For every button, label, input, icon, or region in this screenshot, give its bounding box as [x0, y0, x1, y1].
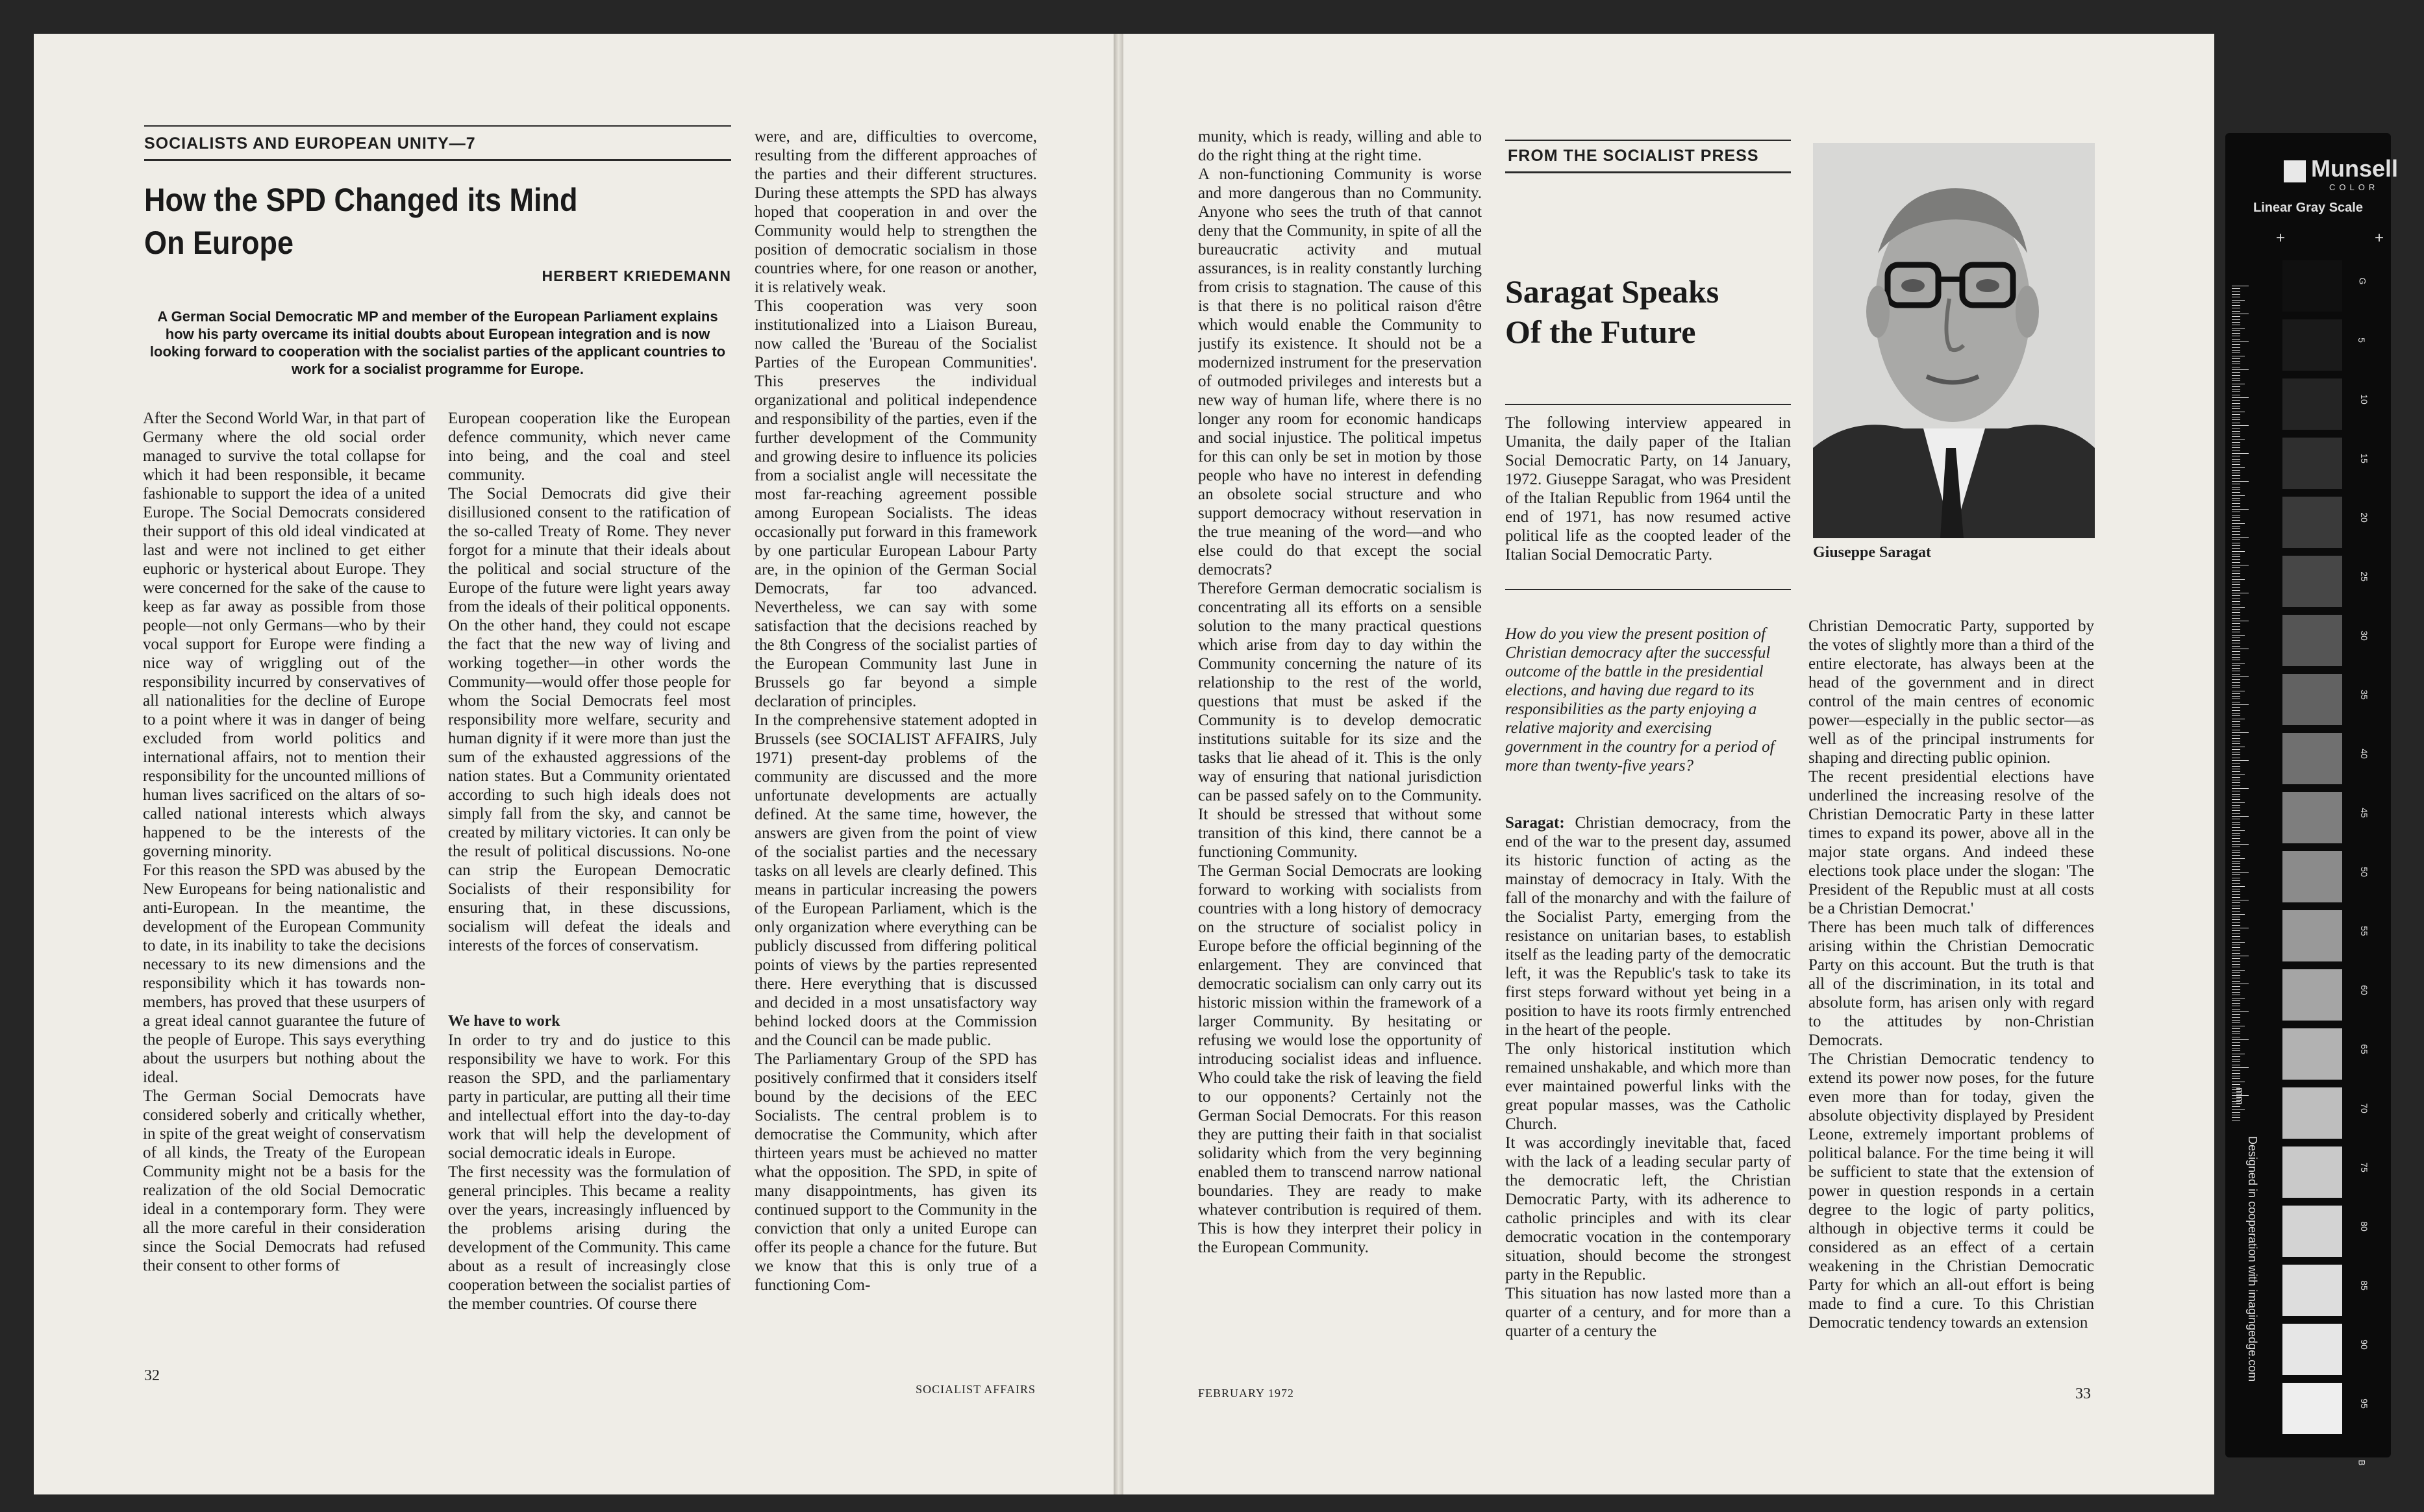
- ruler-tick: [2232, 459, 2240, 460]
- ruler-tick: [2232, 855, 2240, 856]
- ruler-tick: [2232, 799, 2240, 800]
- ruler-tick: [2232, 833, 2240, 834]
- gray-swatch: [2282, 851, 2342, 902]
- ruler-tick: [2232, 866, 2240, 867]
- ruler-tick: [2232, 400, 2240, 401]
- ruler-tick: [2232, 559, 2240, 560]
- ruler-tick: [2232, 841, 2240, 842]
- ruler-tick: [2232, 721, 2240, 722]
- ruler-tick: [2232, 436, 2240, 437]
- ruler-tick: [2232, 674, 2240, 675]
- ruler-tick: [2232, 567, 2240, 568]
- ruler-tick: [2232, 1009, 2240, 1010]
- ruler-tick: [2232, 375, 2240, 376]
- munsell-logo-icon: [2284, 160, 2306, 182]
- ruler-tick: [2232, 992, 2240, 993]
- ruler-tick: [2232, 872, 2249, 873]
- headline-line-1: How the SPD Changed its Mind: [144, 182, 578, 218]
- press-section-rule: [1505, 171, 1791, 173]
- ruler-tick: [2232, 651, 2240, 652]
- plus-mark-left: +: [2276, 229, 2286, 247]
- ruler-tick: [2232, 341, 2249, 342]
- ruler-tick: [2232, 805, 2240, 806]
- interview-answer: [1505, 813, 1791, 1352]
- ruler-tick: [2232, 339, 2240, 340]
- gray-swatch: [2282, 438, 2342, 489]
- ruler-tick: [2232, 738, 2240, 739]
- step-label: 40: [2358, 749, 2369, 759]
- ruler-tick: [2232, 1017, 2240, 1018]
- scale-title: Linear Gray Scale: [2253, 201, 2363, 215]
- photo-caption: Giuseppe Saragat: [1813, 544, 1932, 561]
- byline: HERBERT KRIEDEMANN: [542, 267, 731, 284]
- ruler-tick: [2232, 478, 2240, 479]
- ruler-tick: [2232, 925, 2240, 926]
- ruler-tick: [2232, 330, 2240, 331]
- ruler-tick: [2232, 350, 2240, 351]
- headline-line-2-right: Of the Future: [1505, 314, 1696, 350]
- ruler-tick: [2232, 573, 2240, 574]
- ruler-tick: [2232, 487, 2240, 488]
- section-label-right: FROM THE SOCIALIST PRESS: [1508, 147, 1759, 165]
- ruler-tick: [2232, 986, 2240, 987]
- ruler-tick: [2232, 1014, 2240, 1015]
- gray-swatch: [2282, 733, 2342, 784]
- page-number-left: 32: [144, 1367, 160, 1384]
- ruler-tick: [2232, 838, 2240, 839]
- step-label: B: [2356, 1459, 2368, 1466]
- ruler-tick: [2232, 629, 2240, 630]
- section-label: SOCIALISTS AND EUROPEAN UNITY—7: [144, 134, 476, 153]
- ruler-tick: [2232, 523, 2245, 524]
- headline-line-2: On Europe: [144, 225, 294, 261]
- ruler-tick: [2232, 886, 2245, 887]
- interview-intro: The following interview appeared in Umanita, the daily paper of the Italian Social Democratic Party, on 14 January, 1972. Giuseppe Saragat, who was President of the Italian Republic from 1964 until the end of 1971, has now resumed active political life as the coopted leader of the Italian Social Democratic Party.: [1505, 414, 1791, 564]
- gray-swatch: [2282, 1146, 2342, 1198]
- ruler-tick: [2232, 618, 2240, 619]
- ruler-tick: [2232, 715, 2240, 716]
- ruler-tick: [2232, 777, 2240, 778]
- ruler-tick: [2232, 612, 2240, 613]
- ruler-tick: [2232, 333, 2240, 334]
- ruler-tick: [2232, 556, 2240, 557]
- ruler-tick: [2232, 369, 2249, 370]
- left-col-1: After the Second World War, in that part of Germany where the old social order managed to survive the total collapse for which it had been responsible, it became fashionable to support the idea of a united Europe. The Social Democrats considered their support of this old ideal vindicated at last and were not inclined to get either euphoric or hysterical about Europe. They were concerned for the sake of the cause to keep as far away as possible from those people—not only Germans—who by their vocal support for Europe were finding a nice way of wriggling out of the responsibility incurred by conservatives of all nationalities for the decline of Europe to a point where it was in danger of being excluded from world politics and international affairs, not to mention their responsibility for the uncounted millions of human lives sacrificed on the altars of so-called national interests which always happened to be the interests of the governing minority. For this reason the SPD was abused by the New Europeans for being nationalistic and anti-European. In the meantime, the development of the European Community to date, in its inability to take the decisions necessary to its new dimensions and the responsibility which it has towards non-members, has proved that these usurpers of a great ideal cannot guarantee the future of the people of Europe. This says everything about the usurpers but nothing about the ideal. The German Social Democrats have considered soberly and critically whether, in spite of the great weight of conservatism of all kinds, the Treaty of the European Community might not be a basis for the realization of the old Social Democratic ideal in a contemporary form. They were all the more careful in their consideration since the Social Democrats had refused their consent to other forms of: [143, 410, 425, 1274]
- ruler-tick: [2232, 869, 2240, 870]
- ruler-tick: [2232, 380, 2240, 381]
- step-label: 95: [2358, 1398, 2369, 1409]
- ruler-tick: [2232, 1011, 2249, 1012]
- ruler-tick: [2232, 467, 2245, 468]
- ruler-tick: [2232, 880, 2240, 881]
- ruler-tick: [2232, 844, 2249, 845]
- ruler-tick: [2232, 665, 2240, 666]
- ruler-tick: [2232, 942, 2245, 943]
- intro-bottom-rule: [1505, 589, 1791, 590]
- ruler-tick: [2232, 1050, 2240, 1051]
- ruler-tick: [2232, 391, 2240, 392]
- ruler-tick: [2232, 646, 2240, 647]
- ruler-tick: [2232, 766, 2240, 767]
- portrait-illustration: [1813, 143, 2095, 538]
- ruler-tick: [2232, 509, 2249, 510]
- ruler-tick: [2232, 526, 2240, 527]
- step-label: 5: [2356, 338, 2367, 343]
- gray-swatch: [2282, 910, 2342, 961]
- ruler-tick: [2232, 704, 2249, 705]
- ruler-tick: [2232, 470, 2240, 471]
- ruler-tick: [2232, 506, 2240, 507]
- ruler-tick: [2232, 431, 2240, 432]
- ruler-tick: [2232, 802, 2245, 803]
- right-col-1: munity, which is ready, willing and able to do the right thing at the right time. A non-functioning Community is worse and more dangerous than no Community. Anyone who sees the truth of that cannot deny that the Community, in spite of all the bureaucratic activity and mutual assurances, is in reality constantly lurching from crisis to stagnation. The cause of this is that there is no political raison d'être which would enable the Community to justify its existence. It should not be a modernized instrument for the preservation of outmoded privileges and interests but a new way of human life, where there is no longer any room for economic handicaps and social injustice. The political impetus for this can only be set in motion by those people who have no interest in defending an obsolete social structure and who support democracy without reservation in the true meaning of the word—and who else could do that except the social democrats? Therefore German democratic socialism is concentrating all its efforts on a sensible solution to the many practical questions which arise from day to day within the Community concerning the nature of its relationship to the rest of the world, questions that must be asked if the Community is to develop democratic institutions suitable for its size and the tasks that lie ahead of it. This is the only way of ensuring that national jurisdiction can be passed safely on to the Community. It should be stressed that without some transition of this kind, there cannot be a functioning Community. The German Social Democrats are looking forward to working with socialists from countries with a long history of democracy on the structure of socialist policy in Europe before the official beginning of the enlargement. They are convinced that democratic socialism can only carry out its historic mission within the framework of a larger Community. By hesitating or refusing we would lose the opportunity of introducing socialist ideas and influence. Who could take the risk of leaving the field to our opponents? Certainly not the German Social Democrats. For this reason they are putting their faith in that socialist solidarity which from the very beginning enabled them to transcend narrow national boundaries. They are ready to make whatever contribution is required of them. This is how they interpret their policy in the European Community.: [1198, 128, 1482, 1256]
- ruler-tick: [2232, 1031, 2240, 1032]
- ruler-tick: [2232, 883, 2240, 884]
- ruler-tick: [2232, 1020, 2240, 1021]
- ruler-tick: [2232, 419, 2240, 420]
- ruler-tick: [2232, 316, 2240, 317]
- ruler-tick: [2232, 640, 2240, 641]
- ruler-tick: [2232, 579, 2245, 580]
- ruler-tick: [2232, 754, 2240, 755]
- ruler-tick: [2232, 1003, 2240, 1004]
- ruler-tick: [2232, 914, 2245, 915]
- ruler-tick: [2232, 726, 2240, 727]
- ruler-tick: [2232, 372, 2240, 373]
- answer-text: Christian democracy, from the end of the war to the present day, assumed its historic function of acting as the mainstay of democracy in Italy. With the fall of the monarchy and with the failure of the Socialist Party, emerging from the resistance on unitarian bases, to establish itself as the leading party of the democratic left, it was the Republic's task to take its first steps forward without yet being in a position to have its roots firmly entrenched in the heart of the people. The only historical institution which remained unshakable, and which more than ever maintained powerful links with the great popular masses, was the Catholic Church. It was accordingly inevitable that, faced with the lack of a leading secular party of the democratic left, the Christian Democratic Party, with its adherence to catholic principles and with its clear democratic vocation in the contemporary situation, should become the strongest party in the Republic. This situation has now lasted more than a quarter of a century, and for more than a quarter of a century the: [1505, 814, 1791, 1340]
- ruler-tick: [2232, 732, 2249, 733]
- ruler-tick: [2232, 584, 2240, 585]
- ruler-tick: [2232, 936, 2240, 937]
- ruler-tick: [2232, 498, 2240, 499]
- ruler-tick: [2232, 551, 2245, 552]
- unit-label: mm: [2234, 1087, 2245, 1105]
- ruler-tick: [2232, 319, 2240, 320]
- ruler-tick: [2232, 975, 2240, 976]
- ruler-tick: [2232, 587, 2240, 588]
- ruler-tick: [2232, 537, 2249, 538]
- ruler-tick: [2232, 534, 2240, 535]
- gray-swatch: [2282, 1265, 2342, 1316]
- ruler-tick: [2232, 517, 2240, 518]
- ruler-tick: [2232, 425, 2249, 426]
- ruler-tick: [2232, 858, 2245, 859]
- ruler-tick: [2232, 520, 2240, 521]
- footer-right: FEBRUARY 1972: [1198, 1387, 1294, 1400]
- ruler-tick: [2232, 1000, 2240, 1001]
- gray-swatch: [2282, 497, 2342, 548]
- ruler-tick: [2232, 788, 2249, 789]
- ruler-tick: [2232, 447, 2240, 448]
- ruler-tick: [2232, 288, 2240, 289]
- step-label: 50: [2358, 867, 2369, 877]
- ruler-tick: [2232, 654, 2240, 655]
- ruler-tick: [2232, 358, 2240, 359]
- left-col-2-part-b: In order to try and do justice to this responsibility we have to work. For this reason the SPD, and the parliamentary party in particular, are putting all their time and intellectual effort into the day-to-day work that will help the development of social democratic ideals in Europe. The first necessity was the formulation of general principles. This became a reality over the years, increasingly influenced by the problems arising during the development of the Community. This came about as a result of increasingly close cooperation between the socialist parties of the member countries. Of course there: [448, 1032, 731, 1313]
- top-rule: [144, 125, 731, 127]
- ruler-tick: [2232, 1022, 2240, 1023]
- ruler-tick: [2232, 623, 2240, 624]
- standfirst: A German Social Democratic MP and member of the European Parliament explains how his party overcame its initial doubts about European integration and is now looking forward to cooperation with the socialist parties of the applicant countries to work for a socialist programme for Europe.: [149, 308, 726, 377]
- gray-swatch: [2282, 378, 2342, 430]
- step-label: 75: [2358, 1162, 2369, 1172]
- step-label: 35: [2358, 689, 2369, 700]
- ruler-tick: [2232, 771, 2240, 772]
- ruler-tick: [2232, 531, 2240, 532]
- ruler-tick: [2232, 794, 2240, 795]
- ruler-tick: [2232, 922, 2240, 923]
- ruler-tick: [2232, 414, 2240, 415]
- ruler-tick: [2232, 958, 2240, 959]
- ruler-tick: [2232, 707, 2240, 708]
- step-label: 60: [2358, 985, 2369, 995]
- page-gutter: [1114, 34, 1123, 1494]
- ruler-tick: [2232, 676, 2249, 677]
- ruler-tick: [2232, 548, 2240, 549]
- ruler-tick: [2232, 863, 2240, 864]
- ruler-tick: [2232, 545, 2240, 546]
- step-label: G: [2357, 277, 2368, 285]
- ruler-tick: [2232, 389, 2240, 390]
- ruler-tick: [2232, 760, 2249, 761]
- ruler-tick: [2232, 908, 2240, 909]
- gray-swatch: [2282, 792, 2342, 843]
- ruler-tick: [2232, 874, 2240, 875]
- ruler-tick: [2232, 1112, 2240, 1113]
- ruler-tick: [2232, 891, 2240, 892]
- ruler-tick: [2232, 408, 2240, 409]
- answer-speaker: Saragat:: [1505, 814, 1565, 832]
- gray-swatch: [2282, 556, 2342, 607]
- ruler-tick: [2232, 897, 2240, 898]
- footer-left: SOCIALIST AFFAIRS: [916, 1383, 1036, 1396]
- ruler-tick: [2232, 953, 2240, 954]
- ruler-tick: [2232, 964, 2240, 965]
- step-label: 80: [2358, 1221, 2369, 1232]
- brand-sub: COLOR: [2329, 182, 2379, 192]
- ruler-tick: [2232, 539, 2240, 540]
- step-label: 15: [2358, 453, 2369, 464]
- step-label: 90: [2358, 1339, 2369, 1350]
- section-rule: [144, 159, 731, 161]
- ruler-tick: [2232, 693, 2240, 694]
- ruler-tick: [2232, 503, 2240, 504]
- ruler-tick: [2232, 1028, 2240, 1029]
- step-label: 20: [2358, 512, 2369, 523]
- portrait-photo: [1813, 143, 2095, 538]
- gray-swatch: [2282, 615, 2342, 666]
- ruler-tick: [2232, 1106, 2240, 1107]
- ruler-tick: [2232, 291, 2240, 292]
- ruler-tick: [2232, 492, 2240, 493]
- ruler-tick: [2232, 947, 2240, 948]
- interview-question: How do you view the present position of Christian democracy after the successful outcome of the battle in the presidential elections, and having due regard to its responsibilities as the party enjoying a relative majority and exercising government in the country for a period of more than twenty-five years?: [1505, 625, 1775, 775]
- intro-top-rule: [1505, 404, 1791, 405]
- ruler-tick: [2232, 1084, 2240, 1085]
- ruler-tick: [2232, 810, 2240, 811]
- ruler-tick: [2232, 311, 2240, 312]
- step-label: 55: [2358, 926, 2369, 936]
- press-top-rule: [1505, 140, 1791, 141]
- ruler-tick: [2232, 679, 2240, 680]
- ruler-tick: [2232, 710, 2240, 711]
- ruler-tick: [2232, 824, 2240, 825]
- step-label: 25: [2358, 571, 2369, 582]
- gray-scale-card: [2225, 133, 2399, 1466]
- left-col-2-part-a: European cooperation like the European defence community, which never came into being, and the coal and steel community. The Social Democrats did give their disillusioned consent to the ratification of the so-called Treaty of Rome. They never forgot for a minute that their ideals about the political and social structure of the Europe of the future were light years away from the ideals of their political opponents. On the other hand, they could not escape the fact that the new way of living and working together—in other words the Community—would offer those people for whom the Social Democrats feel most responsibility more welfare, security and human dignity if it were more than just the sum of the exhausted aggressions of the nation states. But a Community orientated according to such high ideals does not simply fall from the sky, and cannot be created by military victories. It can only be the result of political discussions. No-one can strip the European Democratic Socialists of their responsibility for ensuring that, in these discussions, socialism will defeat the ideals and interests of the forces of conservatism.: [448, 410, 731, 954]
- gray-swatch: [2282, 674, 2342, 725]
- ruler-tick: [2232, 562, 2240, 563]
- ruler-tick: [2232, 1117, 2240, 1118]
- ruler-tick: [2232, 1073, 2240, 1074]
- step-label: 30: [2358, 630, 2369, 641]
- ruler-tick: [2232, 347, 2240, 348]
- ruler-tick: [2232, 827, 2240, 828]
- ruler-tick: [2232, 361, 2240, 362]
- page-number-right: 33: [2075, 1385, 2091, 1402]
- ruler-tick: [2232, 685, 2240, 686]
- ruler-tick: [2232, 782, 2240, 783]
- ruler-tick: [2232, 930, 2240, 931]
- gray-swatch: [2282, 1028, 2342, 1080]
- ruler-tick: [2232, 1059, 2240, 1060]
- step-label: 85: [2358, 1280, 2369, 1291]
- ruler-tick: [2232, 894, 2240, 895]
- headline-line-1-right: Saragat Speaks: [1505, 273, 1719, 310]
- ruler-tick: [2232, 1056, 2240, 1057]
- ruler-tick: [2232, 852, 2240, 853]
- credit-text: Designed in cooperation with imagingedge.com: [2246, 1136, 2259, 1382]
- ruler-tick: [2232, 813, 2240, 814]
- ruler-tick: [2232, 1042, 2240, 1043]
- ruler-tick: [2232, 495, 2245, 496]
- ruler-tick: [2232, 305, 2240, 306]
- gray-swatch: [2282, 260, 2342, 312]
- ruler-tick: [2232, 749, 2240, 750]
- ruler-tick: [2232, 1067, 2249, 1068]
- ruler-tick: [2232, 981, 2240, 982]
- ruler-tick: [2232, 1070, 2240, 1071]
- ruler-tick: [2232, 635, 2245, 636]
- ruler-tick: [2232, 1109, 2245, 1110]
- brand-name: Munsell: [2311, 155, 2399, 182]
- step-label: 45: [2358, 808, 2369, 818]
- ruler-tick: [2232, 696, 2240, 697]
- step-label: 70: [2358, 1103, 2369, 1113]
- ruler-tick: [2232, 961, 2240, 962]
- gray-swatch: [2282, 969, 2342, 1021]
- ruler-tick: [2232, 1078, 2240, 1079]
- left-col-3: were, and are, difficulties to overcome, resulting from the different approaches of the parties and their different structures. During these attempts the SPD has always hoped that cooperation in and over the Community would help to strengthen the position of democratic socialism in those countries where, for one reason or another, it is relatively weak. This cooperation was very soon institutionalized into a Liaison Bureau, now called the 'Bureau of the Socialist Parties of the European Communities'. This preserves the individual organizational and political independence and responsibility of the parties, even if the further development of the Community and growing desire to influence its policies from a socialist angle will necessitate the most far-reaching agreement possible among European Socialists. The ideas occasionally put forward in this framework by one particular European Labour Party are, in the opinion of the German Social Democrats, far too advanced. Nevertheless, we can say with some satisfaction that the decisions reached by the 8th Congress of the socialist parties of the European Community last June in Brussels go far beyond a simple declaration of principles. In the comprehensive statement adopted in Brussels (see SOCIALIST AFFAIRS, July 1971) present-day problems of the community are discussed and the more unfortunate developments are actually defined. At the same time, however, the answers are given from the point of view of the socialist parties and the necessary tasks on all levels are clearly defined. This means in particular increasing the powers of the European Parliament, which is the only organization where everything can be publicly discussed from differing political points of views by the parties represented there. Here everything that is discussed and decided in a most unsatisfactory way behind locked doors at the Commission and the Council can be made public. The Parliamentary Group of the SPD has positively confirmed that it considers itself bound by the decisions of the EEC Socialists. The central problem is to democratise the Community, which after thirteen years must be achieved no matter what the opposition. The SPD, in spite of many disappointments, has given its continued support to the Community in the conviction that only a united Europe can offer its people a chance for the future. But we know that this is only true of a functioning Com-: [755, 128, 1037, 1294]
- ruler-tick: [2232, 743, 2240, 744]
- left-col-2: [448, 409, 731, 1349]
- interview-headline: [1505, 271, 1719, 352]
- ruler-tick: [2232, 464, 2240, 465]
- gray-swatch: [2282, 1324, 2342, 1375]
- ruler-tick: [2232, 397, 2249, 398]
- ruler-tick: [2232, 475, 2240, 476]
- gray-swatch: [2282, 1087, 2342, 1139]
- ruler-tick: [2232, 1061, 2240, 1062]
- ruler-tick: [2232, 607, 2245, 608]
- ruler-tick: [2232, 294, 2240, 295]
- step-label: 10: [2358, 394, 2369, 404]
- ruler-tick: [2232, 590, 2240, 591]
- ruler-tick: [2232, 322, 2240, 323]
- ruler-tick: [2232, 1045, 2240, 1046]
- ruler-tick: [2232, 442, 2240, 443]
- article-headline: [144, 179, 578, 264]
- right-col-3: Christian Democratic Party, supported by the votes of slightly more than a third of the entire electorate, has always been at the head of the government and in direct control of the main centres of economic power—especially in the public sector—as well as of the principal instruments for shaping and directing public opinion. The recent presidential elections have underlined the increasing resolve of the Christian Democratic Party in these latter times to expand its power, above all in the major state organs. And indeed these elections took place under the slogan: 'The President of the Republic must at all costs be a Christian Democrat.' There has been much talk of differences arising within the Christian Democratic Party on this account. But the truth is that all of the discrimination, in its total and absolute form, has arisen only with regard to the attitudes by non-Christian Democrats. The Christian Democratic tendency to extend its power now poses, for the future even more than for today, given the absolute objectivity displayed by President Leone, extremely important problems of political balance. For the time being it will be sufficient to state that the extension of power in question responds in a certain degree to the logic of party politics, although in objective terms it could be considered as an effect of a certain weakening in the Christian Democratic Party for which an all-out effort is being made to find a cure. To this Christian Democratic tendency towards an extension: [1808, 617, 2094, 1332]
- ruler-tick: [2232, 300, 2245, 301]
- gray-swatch: [2282, 319, 2342, 371]
- subheading-we-have-to-work: We have to work: [448, 1013, 560, 1030]
- ruler-tick: [2232, 528, 2240, 529]
- ruler-tick: [2232, 989, 2240, 990]
- ruler-tick: [2232, 902, 2240, 903]
- ruler-tick: [2232, 919, 2240, 920]
- ruler-tick: [2232, 657, 2240, 658]
- step-label: 65: [2358, 1044, 2369, 1054]
- ruler-tick: [2232, 668, 2240, 669]
- ruler-tick: [2232, 601, 2240, 602]
- ruler-tick: [2232, 344, 2240, 345]
- ruler-tick: [2232, 830, 2245, 831]
- ruler-tick: [2232, 453, 2249, 454]
- ruler-tick: [2232, 403, 2240, 404]
- ruler-tick: [2232, 724, 2240, 725]
- plus-mark-right: +: [2375, 229, 2384, 247]
- ruler-tick: [2232, 595, 2240, 596]
- ruler-tick: [2232, 1039, 2249, 1040]
- ruler-tick: [2232, 386, 2240, 387]
- ruler-tick: [2232, 816, 2249, 817]
- ruler-tick: [2232, 735, 2240, 736]
- ruler-tick: [2232, 970, 2245, 971]
- gray-swatch: [2282, 1383, 2342, 1434]
- ruler-tick: [2232, 682, 2240, 683]
- ruler-tick: [2232, 481, 2249, 482]
- gray-swatch: [2282, 1206, 2342, 1257]
- ruler-tick: [2232, 626, 2240, 627]
- ruler-tick: [2232, 822, 2240, 823]
